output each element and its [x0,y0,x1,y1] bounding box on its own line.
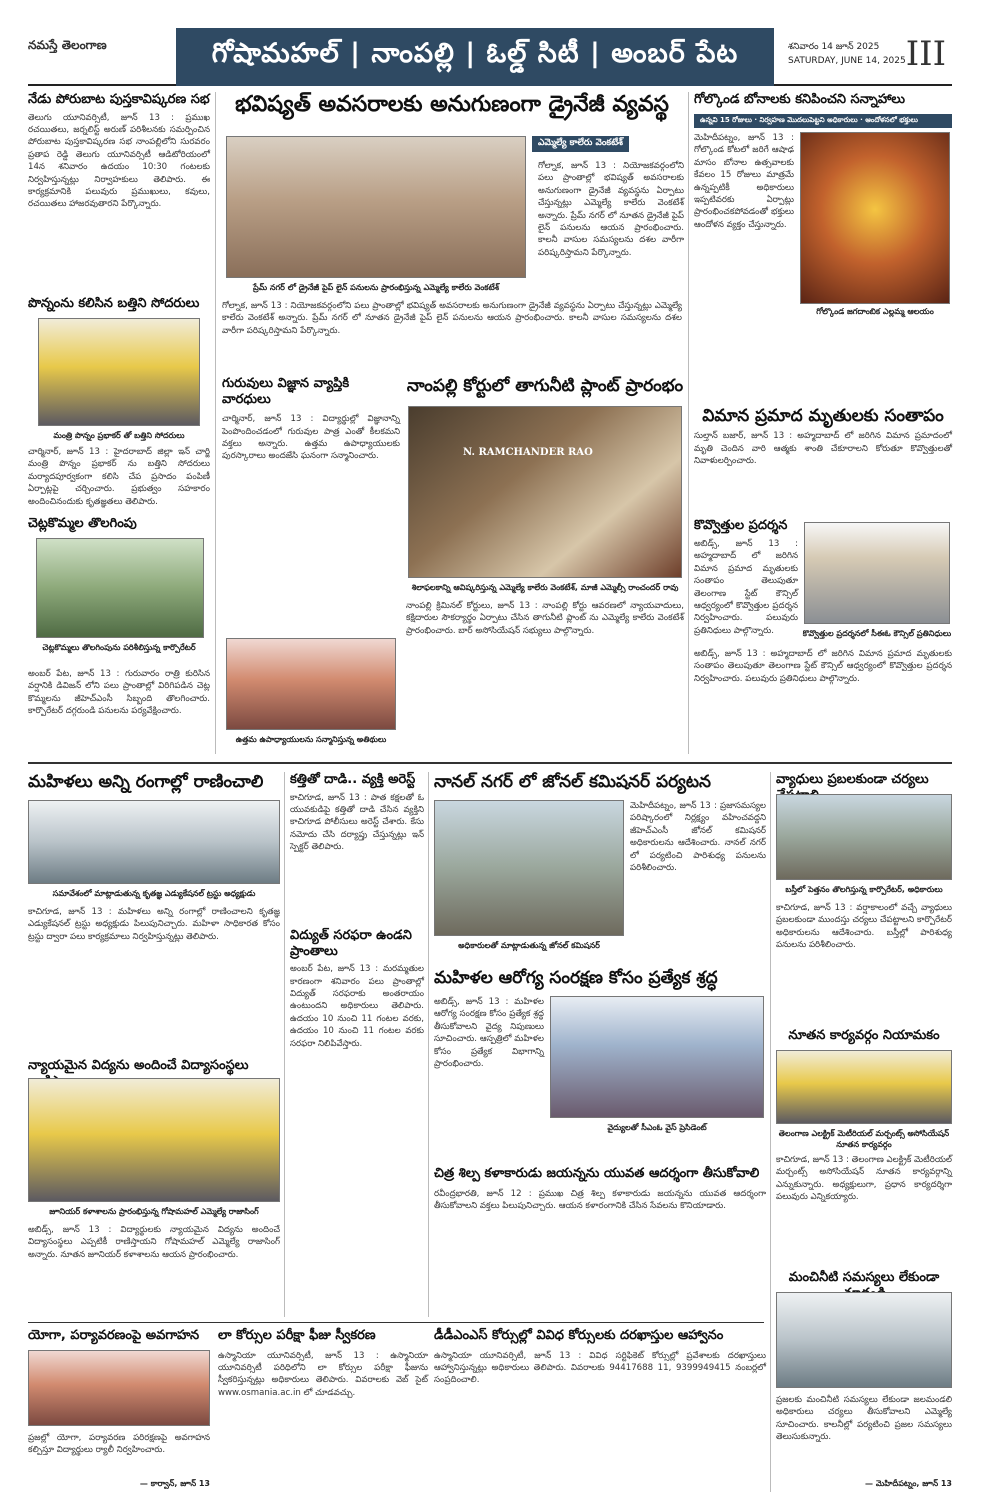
date-telugu: శనివారం 14 జూన్ 2025 [788,42,880,52]
article-tree-branches [28,516,210,754]
article-candle-rally [694,518,952,754]
article-body: సుల్తాన్ బజార్, జూన్ 13 : అహ్మదాబాద్ లో జరిగిన విమాన ప్రమాదంలో మృతి చెందిన వారి ఆత్మకు శాంతి చేకూరాలని కోరుతూ కొవ్వొత్తులతో నివాళులర్పించారు. [694,431,952,467]
photo-yoga-rally [28,1350,210,1426]
page-number: III [905,34,946,74]
article-body: అంబర్ పేట, జూన్ 13 : మరమ్మతుల కారణంగా శనివారం పలు ప్రాంతాల్లో విద్యుత్ సరఫరాకు అంతరాయం ఉంటుందని అధికారులు తెలిపారు. ఉదయం 10 నుంచి 11 గంటల వరకు, ఉదయం 10 నుంచి 11 గంటల వరకు సరఫరా నిలిపివేస్తారు. [290,964,424,1049]
photo-caption: అధికారులతో మాట్లాడుతున్న జోనల్ కమిషనర్ [458,941,600,950]
article-body: కాచిగూడ, జూన్ 13 : తెలంగాణ ఎలక్ట్రిక్ మెటీరియల్ మర్చంట్స్ అసోసియేషన్ నూతన కార్యవర్గాన్ని ఎన్నుకున్నారు. అధ్యక్షులుగా, ప్రధాన కార్యదర్శిగా పలువురు ఎన్నికయ్యారు. [776,1155,953,1203]
column-rule [215,92,216,754]
article-zonal-commissioner [434,772,766,964]
photo-caption: బస్తీలో పెత్తనం తొలగిస్తున్న కార్పొరేటర్, అధికారులు [785,885,943,894]
headline: చెట్లకొమ్మల తొలగింపు [28,516,137,531]
photo-tree-clearing [36,538,204,638]
article-power-outage [290,928,424,1318]
article-body: మెహిదీపట్నం, జూన్ 13 : ప్రజాసమస్యల పరిష్కారంలో నిర్లక్ష్యం వహించవద్దని జీహెచ్ఎంసీ జోనల్ కమిషనర్ అధికారులను ఆదేశించారు. నానల్ నగర్ లో పర్యటించి పారిశుధ్య పనులను పరిశీలించారు. [630,801,766,874]
headline: విద్యుత్ సరఫరా ఉండని ప్రాంతాలు [290,928,412,959]
headline: గురువులు విజ్ఞాన వ్యాప్తికి వారధులు [222,376,350,407]
article-body: చార్మినార్, జూన్ 13 : విద్యార్థుల్లో విజ్ఞానాన్ని పెంపొందించడంలో గురువుల పాత్ర ఎంతో కీలకమని వక్తలు అన్నారు. ఉత్తమ ఉపాధ్యాయులకు పురస్కారాలు అందజేసి ఘనంగా సన్మానించారు. [222,414,400,462]
article-body: రవీంద్రభారతి, జూన్ 12 : ప్రముఖ చిత్ర శిల్ప కళాకారుడు జయన్నను యువత ఆదర్శంగా తీసుకోవాలని వక్తలు పిలుపునిచ్చారు. ఆయన కళారంగానికి చేసిన సేవలను కొనియాడారు. [434,1188,766,1211]
section-divider [28,762,952,764]
byline-tag: ఎమ్మెల్యే కాలేరు వెంకటేశ్ [532,136,629,152]
photo-temple-deity [800,132,950,304]
photo-caption: జూనియర్ కళాశాలను ప్రారంభిస్తున్న గోషామహల్ ఎమ్మెల్యే రాజాసింగ్ [49,1207,259,1216]
headline: నేడు పోరుబాట పుస్తకావిష్కరణ సభ [28,92,210,107]
photo-commissioner-visit [434,800,624,936]
article-body-continued: గోల్నాక, జూన్ 13 : నియోజకవర్గంలోని పలు ప్రాంతాల్లో భవిష్యత్ అవసరాలకు అనుగుణంగా డ్రైనేజీ వ్యవస్థను ఏర్పాటు చేస్తున్నట్లు ఎమ్మెల్యే కాలేరు వెంకటేశ్ అన్నారు. ప్రేమ్ నగర్ లో నూతన డ్రైనేజీ పైప్ లైన్ పనులను ఆయన ప్రారంభించారు. కాలనీ వాసుల సమస్యలను దశల వారీగా పరిష్కరిస్తామని పేర్కొన్నారు. [538,161,684,258]
article-teachers [222,376,400,754]
article-body: నాంపల్లి క్రిమినల్ కోర్టులు, జూన్ 13 : నాంపల్లి కోర్టు ఆవరణలో న్యాయవాదులు, కక్షిదారుల సౌకర్యార్థం ఏర్పాటు చేసిన తాగునీటి ప్లాంట్ ను ఎమ్మెల్యే కాలేరు వెంకటేశ్ ప్రారంభించారు. బార్ అసోసియేషన్ సభ్యులు పాల్గొన్నారు. [406,601,684,636]
article-new-committee [776,1028,952,1264]
article-body: ప్రజల్లో యోగా, పర్యావరణ పరిరక్షణపై అవగాహన కల్పిస్తూ విద్యార్థులు ర్యాలీ నిర్వహించారు. [28,1433,210,1456]
headline: భవిష్యత్ అవసరాలకు అనుగుణంగా డ్రైనేజీ వ్యవస్థ [235,92,669,117]
photo-caption: సమావేశంలో మాట్లాడుతున్న కృతజ్ఞ ఎడ్యుకేషనల్ ట్రస్టు అధ్యక్షుడు [52,889,256,898]
article-fair-education [28,1058,280,1318]
article-disease-prevention [776,772,952,1022]
article-body: మెహిదీపట్నం, జూన్ 13 : గోల్కొండ కోటలో జరిగే ఆషాఢ మాసం బోనాల ఉత్సవాలకు కేవలం 15 రోజులు మాత్రమే ఉన్నప్పటికీ అధికారులు ఇప్పటివరకు ఏర్పాట్లు ప్రారంభించకపోవడంతో భక్తులు ఆందోళన వ్యక్తం చేస్తున్నారు. [694,133,794,230]
dateline: — కార్వాన్, జూన్ 13 [139,1479,210,1488]
article-law-fee [218,1328,428,1494]
photo-caption: వైద్యులతో సీఎంఓ వైస్ ప్రెసిడెంట్ [607,1123,707,1132]
article-body: అబిడ్స్, జూన్ 13 : అహ్మదాబాద్ లో జరిగిన విమాన ప్రమాద మృతులకు సంతాపం తెలుపుతూ తెలంగాణ స్టేట్ కౌన్సిల్ ఆధ్వర్యంలో కొవ్వొత్తుల ప్రదర్శన నిర్వహించారు. పలువురు ప్రతినిధులు పాల్గొన్నారు. [694,539,798,636]
article-body: కాచిగూడ, జూన్ 13 : మహిళలు అన్ని రంగాల్లో రాణించాలని కృతజ్ఞ ఎడ్యుకేషనల్ ట్రస్టు అధ్యక్షుడు పిలుపునిచ్చారు. మహిళా సాధికారత కోసం ట్రస్టు ద్వారా పలు కార్యక్రమాలు నిర్వహిస్తున్నట్లు తెలిపారు. [28,907,280,942]
article-sculptor-jayanna [434,1166,766,1316]
headline: డీడీఎంఎస్ కోర్సుల్లో వివిధ కోర్సులకు దరఖాస్తుల ఆహ్వానం [434,1328,724,1343]
headline: చిత్ర శిల్ప కళాకారుడు జయన్నను యువత ఆదర్శంగా తీసుకోవాలి [434,1166,760,1181]
masthead [28,28,952,86]
photo-caption: గోల్కొండ జగదాంబిక ఎల్లమ్మ ఆలయం [816,307,934,316]
photo-caption: కొవ్వొత్తుల ప్రదర్శనలో సీఈఓ కౌన్సిల్ ప్రతినిధులు [802,629,952,638]
newspaper-brand: నమస్తే తెలంగాణ [28,38,107,52]
headline: యోగా, పర్యావరణంపై అవగాహన [28,1328,200,1343]
article-body-continued: అబిడ్స్, జూన్ 13 : అహ్మదాబాద్ లో జరిగిన విమాన ప్రమాద మృతులకు సంతాపం తెలుపుతూ తెలంగాణ స్టేట్ కౌన్సిల్ ఆధ్వర్యంలో కొవ్వొత్తుల ప్రదర్శన నిర్వహించారు. పలువురు ప్రతినిధులు పాల్గొన్నారు. [694,649,952,684]
article-body: కాచిగూడ, జూన్ 13 : వర్షాకాలంలో వచ్చే వ్యాధులు ప్రబలకుండా ముందస్తు చర్యలు చేపట్టాలని కార్పొరేటర్ అధికారులను ఆదేశించారు. బస్తీల్లో పారిశుధ్య పనులను పరిశీలించారు. [776,903,952,951]
article-body: ప్రజలకు మంచినీటి సమస్యలు లేకుండా జలమండలి అధికారులు చర్యలు తీసుకోవాలని ఎమ్మెల్యే సూచించారు. కాలనీల్లో పర్యటించి ప్రజల సమస్యలు తెలుసుకున్నారు. [776,1395,952,1443]
headline: నూతన కార్యవర్గం నియామకం [788,1028,940,1043]
article-body: తెలుగు యూనివర్సిటీ, జూన్ 13 : ప్రముఖ రచయితలు, జర్నలిస్ట్ అరుణ్ పరిశీలనకు సమర్పించిన పోరుబాట పుస్తకావిష్కరణ సభ నాంపల్లిలోని సురవరం ప్రతాప రెడ్డి తెలుగు యూనివర్సిటీ ఆడిటోరియంలో 14న శనివారం ఉదయం 10:30 గంటలకు నిర్వహిస్తున్నట్లు నిర్వాహకులు తెలిపారు. ఈ కార్యక్రమానికి పలువురు ప్రముఖులు, కవులు, రచయితలు హాజరవుతారని పేర్కొన్నారు. [28,112,210,210]
photo-drainage-inauguration [226,136,526,278]
section-divider [28,1322,764,1323]
article-women-health [434,968,766,1160]
photo-college-inauguration [28,1078,280,1202]
photo-water-meeting [776,1292,952,1388]
photo-new-committee [776,1050,952,1124]
headline: న్యాయమైన విద్యను అందించే విద్యాసంస్థలు [28,1058,249,1073]
article-body: గోల్నాక, జూన్ 13 : నియోజకవర్గంలోని పలు ప్రాంతాల్లో భవిష్యత్ అవసరాలకు అనుగుణంగా డ్రైనేజీ వ్యవస్థను ఏర్పాటు చేస్తున్నట్లు ఎమ్మెల్యే కాలేరు వెంకటేశ్ అన్నారు. ప్రేమ్ నగర్ లో నూతన డ్రైనేజీ పైప్ లైన్ పనులను ఆయన ప్రారంభించారు. కాలనీ వాసుల సమస్యలను దశల వారీగా పరిష్కరిస్తామని పేర్కొన్నారు. [222,301,682,336]
photo-teachers-felicitation [226,638,396,730]
photo-caption: మంత్రి పొన్నం ప్రభాకర్ తో బత్తిని సోదరులు [53,431,185,440]
plaque-text: N. RAMCHANDER RAO [463,447,593,458]
highlight-bar: ఉన్నవి 15 రోజులు · నిర్వహణ మొదలుపెట్టని అధికారులు · ఆందోళనలో భక్తులు [694,114,952,128]
article-body: అబిడ్స్, జూన్ 13 : మహిళల ఆరోగ్య సంరక్షణ కోసం ప్రత్యేక శ్రద్ధ తీసుకోవాలని వైద్య నిపుణులు సూచించారు. ఆస్పత్రిలో మహిళల కోసం ప్రత్యేక విభాగాన్ని ప్రారంభించారు. [434,997,544,1070]
photo-caption: శిలాఫలకాన్ని ఆవిష్కరిస్తున్న ఎమ్మెల్యే కాలేరు వెంకటేశ్, మాజీ ఎమ్మెల్సీ రాంచందర్ రావు [411,583,679,592]
article-women-excel [28,772,280,1052]
article-book-launch [28,92,210,282]
article-body: ఉస్మానియా యూనివర్సిటీ, జూన్ 13 : వివిధ సర్టిఫికెట్ కోర్సుల్లో ప్రవేశాలకు దరఖాస్తులు ఆహ్వానిస్తున్నట్లు అధికారులు తెలిపారు. వివరాలకు 94417688 11, 9399949415 నంబర్లలో సంప్రదించాలి. [434,1350,766,1386]
article-golconda-bonalu [694,92,952,402]
article-course-applications [434,1328,766,1494]
column-rule [284,772,285,1317]
headline: మంచినీటి సమస్యలు లేకుండా [788,1270,940,1285]
date-box [788,40,906,68]
photo-plaque-unveiling [408,406,682,578]
photo-caption: ప్రేమ్ నగర్ లో డ్రైనేజీ పైప్ లైన్ పనులను ప్రారంభిస్తున్న ఎమ్మెల్యే కాలేరు వెంకటేశ్ [252,283,500,292]
headline: వ్యాధులు ప్రబలకుండా చర్యలు [776,772,929,787]
photo-caption: ఉత్తమ ఉపాధ్యాయులను సన్మానిస్తున్న అతిథులు [235,735,387,744]
article-yoga-awareness [28,1328,210,1494]
column-rule [428,772,429,1317]
photo-caption: తెలంగాణ ఎలక్ట్రిక్ మెటీరియల్ మర్చంట్స్ అసోసియేషన్ నూతన కార్యవర్గం [778,1129,950,1149]
headline: విమాన ప్రమాద మృతులకు సంతాపం [702,406,944,426]
headline: పొన్నంను కలిసిన బత్తిని సోదరులు [28,296,200,311]
article-knife-attack [290,772,424,922]
article-body: అంబర్ పేట, జూన్ 13 : గురువారం రాత్రి కురిసిన వర్షానికి డివిజన్ లోని పలు ప్రాంతాల్లో విరిగిపడిన చెట్ల కొమ్మలను జీహెచ్ఎంసీ సిబ్బంది తొలగించారు. కార్పొరేటర్ దగ్గరుండి పనులను పర్యవేక్షించారు. [28,669,210,717]
photo-meeting-stage [28,800,280,884]
article-body: కాచిగూడ, జూన్ 13 : పాత కక్షలతో ఓ యువకుడిపై కత్తితో దాడి చేసిన వ్యక్తిని కాచిగూడ పోలీసులు అరెస్ట్ చేశారు. కేసు నమోదు చేసి దర్యాప్తు చేస్తున్నట్లు ఇన్ స్పెక్టర్ తెలిపారు. [290,792,424,853]
headline: మహిళలు అన్ని రంగాల్లో రాణించాలి [28,772,264,792]
photo-sanitation-drive [776,794,952,880]
article-drinking-water [776,1270,952,1494]
article-body: ఉస్మానియా యూనివర్సిటీ, జూన్ 13 : ఉస్మానియా యూనివర్సిటీ పరిధిలోని లా కోర్సుల పరీక్షా ఫీజును స్వీకరిస్తున్నట్లు అధికారులు తెలిపారు. వివరాలకు వెబ్ సైట్ www.osmania.ac.in లో చూడవచ్చు. [218,1350,428,1398]
headline: కొవ్వొత్తుల ప్రదర్శన [694,518,788,533]
photo-caption: చెట్లకొమ్మలు తొలగింపును పరిశీలిస్తున్న కార్పొరేటర్ [42,643,196,652]
dateline: — మెహిదీపట్నం, జూన్ 13 [865,1479,952,1488]
article-water-plant [406,376,684,754]
photo-minister-meeting [38,318,200,426]
column-rule [770,772,771,1492]
headline: కత్తితో దాడి.. వ్యక్తి అరెస్ట్ [290,772,416,787]
headline: నాంపల్లి కోర్టులో తాగునీటి ప్లాంట్ ప్రారంభం [406,376,684,396]
headline: గోల్కొండ బోనాలకు కనిపించని సన్నాహాలు [694,92,906,107]
article-bathini-brothers [28,296,210,508]
article-body: అబిడ్స్, జూన్ 13 : విద్యార్థులకు న్యాయమైన విద్యను అందించే విద్యాసంస్థలు ఎప్పటికీ రాణిస్తాయని గోషామహల్ ఎమ్మెల్యే రాజాసింగ్ అన్నారు. నూతన జూనియర్ కళాశాలను ఆయన ప్రారంభించారు. [28,1225,280,1260]
article-plane-crash-condolence [694,406,952,516]
article-body: చార్మినార్, జూన్ 13 : హైదరాబాద్ జిల్లా ఇన్ చార్జి మంత్రి పొన్నం ప్రభాకర్ ను బత్తిని సోదరులు మర్యాదపూర్వకంగా కలిసి చేప ప్రసాదం పంపిణీ ఏర్పాట్లపై చర్చించారు. ప్రభుత్వం సహకారం అందించినందుకు కృతజ్ఞతలు తెలిపారు. [28,447,210,507]
headline: నానల్ నగర్ లో జోనల్ కమిషనర్ పర్యటన [434,772,711,792]
photo-candle-rally [804,522,950,624]
date-english: SATURDAY, JUNE 14, 2025 [788,56,906,66]
zone-title-bar: గోషామహల్ | నాంపల్లి | ఓల్డ్ సిటీ | అంబర్ పేట [176,28,774,86]
headline: మహిళల ఆరోగ్య సంరక్షణ కోసం ప్రత్యేక శ్రద్ధ [434,968,718,988]
column-rule [688,92,689,754]
headline: లా కోర్సుల పరీక్షా ఫీజు స్వీకరణ [218,1328,376,1343]
photo-hospital-staff [550,996,764,1118]
